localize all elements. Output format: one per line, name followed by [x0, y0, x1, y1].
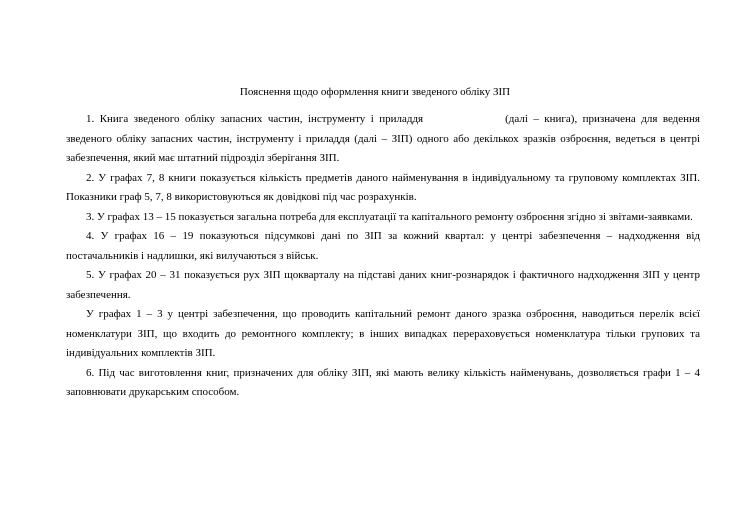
paragraph-6: 6. Під час виготовлення книг, призначених для обліку ЗІП, які мають велику кількість найменувань, дозволяється графи 1 – 4 заповнювати друкарським способом.	[66, 366, 700, 398]
paragraph-3: 3. У графах 13 – 15 показується загальна потреба для експлуатації та капітального ремонту озброєння згідно зі звітами-заявками.	[86, 210, 693, 223]
paragraph-4: 4. У графах 16 – 19 показуються підсумкові дані по ЗІП за кожний квартал: у центрі забезпечення – надходження від постачальників і надлишки, які вилучаються з військ.	[66, 230, 700, 262]
document-body	[66, 110, 700, 403]
paragraph-1	[66, 110, 700, 169]
document-title: Пояснення щодо оформлення книги зведеного обліку ЗІП	[239, 86, 511, 98]
paragraph-5: 5. У графах 20 – 31 показується рух ЗІП щокварталу на підставі даних книг-рознарядок і фактичного надходження ЗІП у центр забезпечення.	[66, 269, 700, 301]
paragraph-1-end: (далі – книга), призначена для ведення зведеного обліку запасних частин, інструменту і приладдя (далі – ЗІП) одного або декількох зразків озброєння, ведеться в центрі забезпечення, який має штатний підрозділ зберігання ЗІП.	[66, 113, 700, 164]
paragraph-1-start: 1. Книга зведеного обліку запасних частин, інструменту і приладдя	[86, 113, 424, 125]
paragraph-5-note: У графах 1 – 3 у центрі забезпечення, що проводить капітальний ремонт даного зразка озброєння, наводиться перелік всієї номенклатури ЗІП, що входить до ремонтного комплекту; в інших випадках перераховується номенклатура тільки групових та індивідуальних комплектів ЗІП.	[66, 308, 700, 359]
paragraph-2: 2. У графах 7, 8 книги показується кількість предметів даного найменування в індивідуальному та груповому комплектах ЗІП. Показники граф 5, 7, 8 використовуються як довідкові під час розрахунків.	[66, 171, 700, 203]
